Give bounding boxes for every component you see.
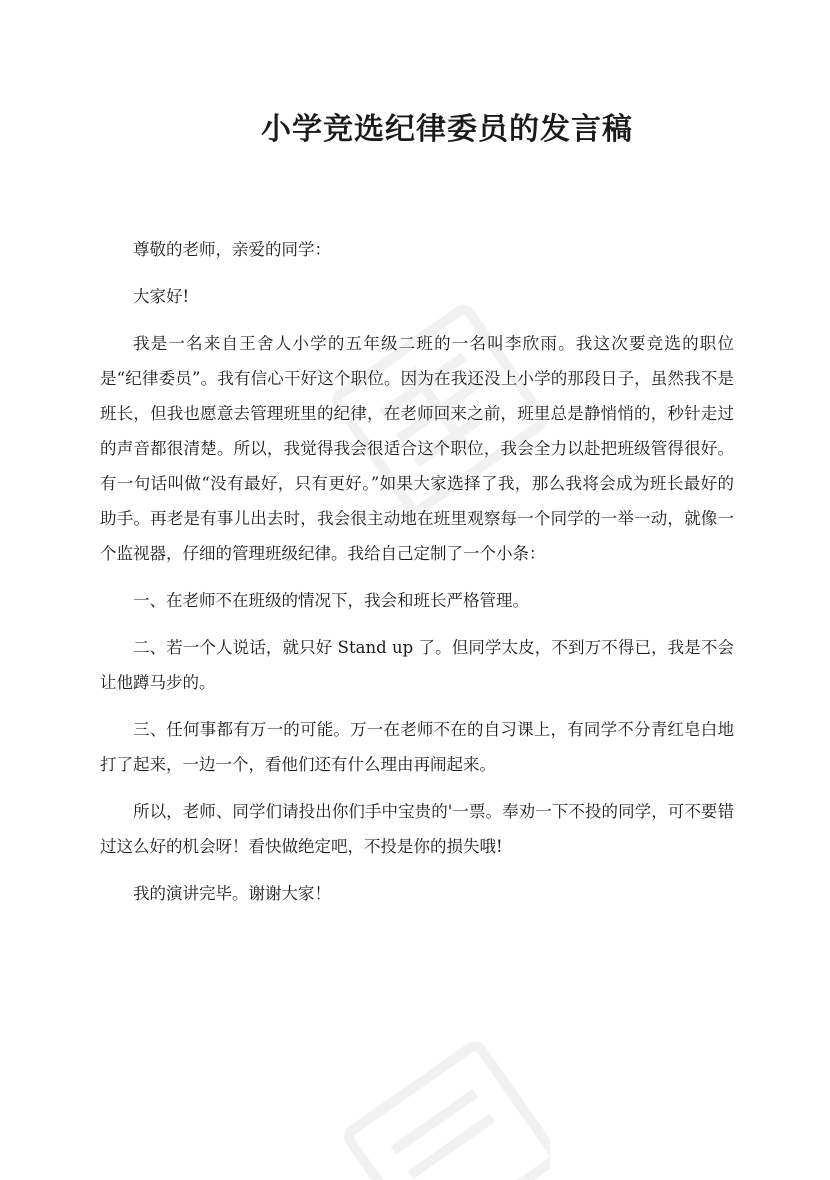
greeting: 大家好! [133,287,190,306]
rule-one: 一、在老师不在班级的情况下，我会和班长严格管理。 [133,591,529,610]
appeal-paragraph: 所以，老师、同学们请投出你们手中宝贵的'一票。奉劝一下不投的同学，可不要错过这么好的机会呀！看快做绝定吧，不投是你的损失哦! [100,802,734,856]
salutation: 尊敬的老师，亲爱的同学： [133,240,331,259]
watermark-stamp-bottom-icon [330,1040,550,1180]
closing: 我的演讲完毕。谢谢大家！ [133,884,331,903]
rule-two: 二、若一个人说话，就只好 Stand up 了。但同学太皮，不到万不得已，我是不会让他蹲马步的。 [100,638,734,692]
intro-paragraph: 我是一名来自王舍人小学的五年级二班的一名叫李欣雨。我这次要竞选的职位是“纪律委员”。我有信心干好这个职位。因为在我还没上小学的那段日子，虽然我不是班长，但我也愿意去管理班里的纪律，在老师回来之前，班里总是静悄悄的，秒针走过的声音都很清楚。所以，我觉得我会很适合这个职位，我会全力以赴把班级管得很好。有一句话叫做“没有最好，只有更好。”如果大家选择了我，那么我将会成为班长最好的助手。再老是有事儿出去时，我会很主动地在班里观察每一个同学的一举一动，就像一个监视器，仔细的管理班级纪律。我给自己定制了一个小条： [100,334,734,563]
rule-three: 三、任何事都有万一的可能。万一在老师不在的自习课上，有同学不分青红皂白地打了起来，一边一个，看他们还有什么理由再闹起来。 [100,720,734,774]
document-title: 小学竞选纪律委员的发言稿 [261,112,633,147]
document-body [100,232,734,923]
